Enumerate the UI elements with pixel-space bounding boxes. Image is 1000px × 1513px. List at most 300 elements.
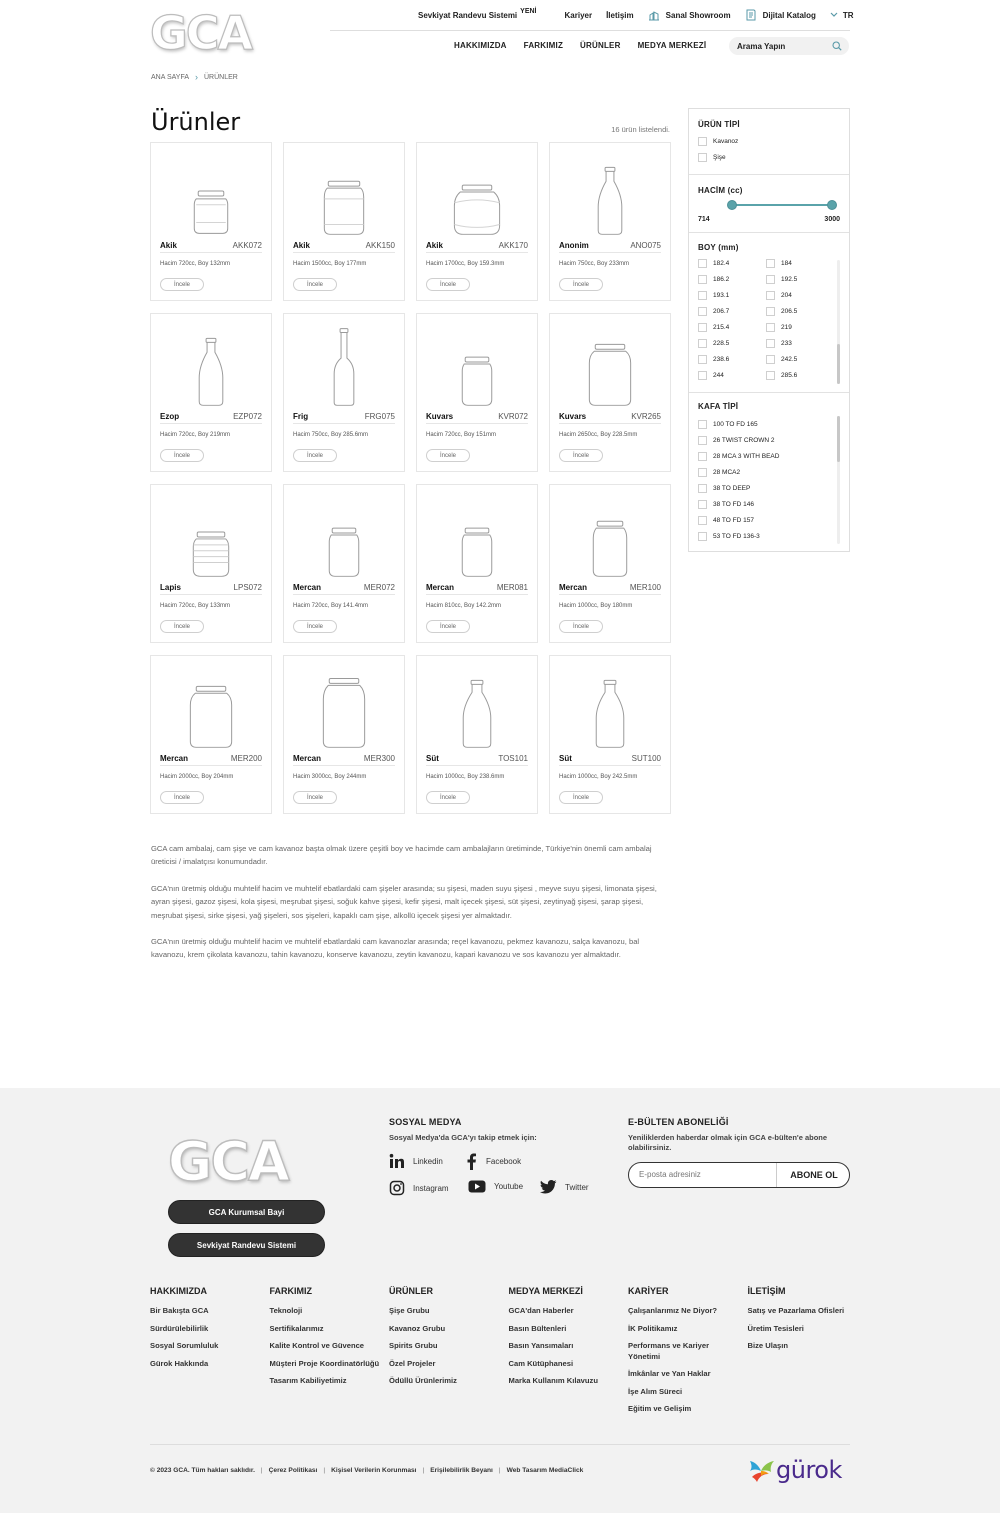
product-card[interactable] bbox=[416, 484, 538, 643]
option-label: 38 TO DEEP bbox=[713, 485, 751, 492]
option-label: 28 MCA 3 WITH BEAD bbox=[713, 453, 780, 460]
footer-link[interactable]: Eğitim ve Gelişim bbox=[628, 1404, 692, 1413]
footer-link[interactable]: Sosyal Sorumluluk bbox=[150, 1341, 219, 1350]
option-label: 206.5 bbox=[781, 308, 798, 315]
view-product-button[interactable]: İncele bbox=[293, 620, 337, 633]
new-badge: YENİ bbox=[520, 7, 537, 15]
filter-option[interactable] bbox=[766, 291, 792, 300]
filter-option[interactable] bbox=[766, 371, 797, 380]
filter-head-type bbox=[689, 393, 849, 551]
filter-option[interactable] bbox=[698, 291, 729, 300]
footer-link[interactable]: Teknoloji bbox=[269, 1306, 303, 1315]
filter-title: HACİM (cc) bbox=[698, 186, 743, 195]
footer bbox=[0, 1088, 1000, 1513]
nav-difference[interactable]: FARKIMIZ bbox=[523, 41, 564, 50]
footer-link[interactable]: Satış ve Pazarlama Ofisleri bbox=[747, 1306, 845, 1315]
checkbox[interactable] bbox=[698, 307, 707, 316]
filter-height bbox=[689, 233, 849, 393]
footer-logo[interactable]: GCA bbox=[168, 1130, 288, 1193]
product-spec: Hacim 1000cc, Boy 242.5mm bbox=[559, 774, 638, 780]
product-image[interactable] bbox=[417, 314, 537, 414]
footer-link[interactable]: Cam Kütüphanesi bbox=[508, 1358, 574, 1368]
volume-max-handle[interactable] bbox=[827, 200, 837, 210]
footer-link[interactable]: Müşteri Proje Koordinatörlüğü bbox=[269, 1358, 380, 1368]
footer-link[interactable]: İşe Alım Süreci bbox=[628, 1386, 683, 1396]
divider bbox=[160, 252, 262, 253]
product-name: Akik bbox=[426, 241, 443, 250]
view-product-button[interactable]: İncele bbox=[160, 278, 204, 291]
footer-column bbox=[748, 1286, 858, 1359]
option-label: 244 bbox=[713, 372, 724, 379]
option-label: 182.4 bbox=[713, 260, 730, 267]
view-product-button[interactable]: İncele bbox=[559, 278, 603, 291]
footer-link[interactable]: Bir Bakışta GCA bbox=[150, 1306, 209, 1315]
newsletter-subtitle: Yeniliklerden haberdar olmak için GCA e-bülten'e abone olabilirsiniz. bbox=[628, 1133, 828, 1152]
footer-link[interactable]: Şişe Grubu bbox=[389, 1306, 430, 1315]
option-label: 233 bbox=[781, 340, 792, 347]
footer-column-title: MEDYA MERKEZİ bbox=[508, 1286, 583, 1296]
product-name: Kuvars bbox=[426, 412, 454, 421]
volume-min-value: 714 bbox=[698, 216, 710, 223]
filter-option[interactable] bbox=[698, 468, 740, 477]
checkbox[interactable] bbox=[698, 420, 707, 429]
checkbox[interactable] bbox=[698, 500, 707, 509]
product-name: Mercan bbox=[160, 754, 189, 763]
product-image[interactable] bbox=[417, 485, 537, 585]
social-label: Facebook bbox=[486, 1157, 522, 1166]
product-spec: Hacim 750cc, Boy 285.6mm bbox=[293, 432, 369, 438]
filter-option[interactable] bbox=[766, 355, 797, 364]
view-product-button[interactable]: İncele bbox=[559, 791, 603, 804]
filter-option[interactable] bbox=[698, 371, 724, 380]
product-code: SUT100 bbox=[631, 754, 661, 763]
separator: | bbox=[260, 1467, 263, 1474]
product-code: AKK072 bbox=[232, 241, 262, 250]
filter-option[interactable] bbox=[698, 153, 726, 162]
product-image[interactable] bbox=[284, 143, 404, 243]
view-product-button[interactable]: İncele bbox=[160, 449, 204, 462]
checkbox[interactable] bbox=[698, 468, 707, 477]
option-label: 48 TO FD 157 bbox=[713, 517, 754, 524]
description-paragraph: GCA cam ambalaj, cam şişe ve cam kavanoz başta olmak üzere çeşitli boy ve hacimde cam ambalajların üretiminde, Türkiye'nin önemli cam ambalaj üreticisi / imalatçısı konumundadır. bbox=[151, 844, 652, 867]
footer-column-title: HAKKIMIZDA bbox=[150, 1286, 207, 1296]
product-image[interactable] bbox=[151, 485, 271, 585]
youtube-link[interactable] bbox=[468, 1180, 523, 1193]
option-label: 285.6 bbox=[781, 372, 798, 379]
product-card[interactable] bbox=[150, 655, 272, 814]
product-name: Akik bbox=[293, 241, 310, 250]
checkbox[interactable] bbox=[698, 516, 707, 525]
option-label: 238.6 bbox=[713, 356, 730, 363]
product-card[interactable] bbox=[150, 484, 272, 643]
product-card[interactable] bbox=[150, 313, 272, 472]
volume-range-track bbox=[732, 204, 832, 206]
footer-link[interactable]: Çalışanlarımız Ne Diyor? bbox=[628, 1306, 718, 1315]
youtube-icon bbox=[468, 1180, 486, 1193]
view-product-button[interactable]: İncele bbox=[160, 791, 204, 804]
scrollbar[interactable] bbox=[837, 416, 840, 544]
nav-products[interactable]: ÜRÜNLER bbox=[580, 41, 621, 50]
description-paragraph: GCA'nın üretmiş olduğu muhtelif hacim ve muhtelif ebatlardaki cam kavanozlar arasında; reçel kavanozu, pekmez kavanozu, salça kavanozu, bal kavanozu, krem çikolata kavanozu, tahin kavanozu, konserve kavanozu, zeytin kavanozu, kapari kavanozu ve sos kavanozu yer almaktadır. bbox=[151, 937, 640, 960]
language-label: TR bbox=[842, 10, 854, 20]
filter-option[interactable] bbox=[698, 323, 729, 332]
showroom-icon bbox=[648, 9, 660, 21]
product-code: LPS072 bbox=[233, 583, 262, 592]
product-image[interactable] bbox=[284, 485, 404, 585]
checkbox[interactable] bbox=[698, 323, 707, 332]
checkbox[interactable] bbox=[698, 339, 707, 348]
breadcrumb bbox=[151, 72, 238, 82]
product-card[interactable] bbox=[416, 655, 538, 814]
checkbox[interactable] bbox=[766, 307, 775, 316]
product-spec: Hacim 1000cc, Boy 238.6mm bbox=[426, 774, 505, 780]
checkbox[interactable] bbox=[698, 355, 707, 364]
view-product-button[interactable]: İncele bbox=[559, 620, 603, 633]
footer-link[interactable]: GCA'dan Haberler bbox=[508, 1306, 574, 1315]
search-box bbox=[729, 37, 849, 55]
divider bbox=[426, 252, 528, 253]
social-subtitle: Sosyal Medya'da GCA'yı takip etmek için: bbox=[389, 1133, 537, 1142]
product-name: Anonim bbox=[559, 241, 589, 250]
footer-column-title: ÜRÜNLER bbox=[389, 1286, 433, 1296]
view-product-button[interactable]: İncele bbox=[426, 620, 470, 633]
main-nav bbox=[454, 41, 706, 50]
breadcrumb-home[interactable]: ANA SAYFA bbox=[151, 73, 189, 81]
checkbox[interactable] bbox=[766, 323, 775, 332]
link-label: Dijital Katalog bbox=[762, 10, 816, 20]
filter-option[interactable] bbox=[698, 484, 750, 493]
checkbox[interactable] bbox=[766, 275, 775, 284]
divider bbox=[160, 765, 262, 766]
footer-link[interactable]: Tasarım Kabiliyetimiz bbox=[269, 1376, 347, 1385]
product-code: EZP072 bbox=[233, 412, 262, 421]
cookie-policy-link[interactable]: Çerez Politikası bbox=[268, 1467, 318, 1474]
filter-option[interactable] bbox=[766, 339, 792, 348]
volume-min-handle[interactable] bbox=[727, 200, 737, 210]
product-spec: Hacim 2000cc, Boy 204mm bbox=[160, 774, 234, 780]
product-card[interactable] bbox=[283, 142, 405, 301]
option-label: 28 MCA2 bbox=[713, 469, 741, 476]
subscribe-button[interactable]: ABONE OL bbox=[779, 1163, 849, 1187]
instagram-icon bbox=[389, 1180, 405, 1196]
filter-option[interactable] bbox=[698, 339, 729, 348]
product-name: Lapis bbox=[160, 583, 181, 592]
checkbox[interactable] bbox=[766, 371, 775, 380]
product-card[interactable] bbox=[549, 484, 671, 643]
footer-link[interactable]: Kavanoz Grubu bbox=[389, 1323, 446, 1333]
newsletter-title: E-BÜLTEN ABONELİĞİ bbox=[628, 1117, 729, 1127]
option-label: 100 TO FD 165 bbox=[713, 421, 758, 428]
accessibility-link[interactable]: Erişilebilirlik Beyanı bbox=[430, 1467, 493, 1474]
checkbox[interactable] bbox=[766, 339, 775, 348]
footer-link[interactable]: Bize Ulaşın bbox=[747, 1341, 789, 1350]
checkbox[interactable] bbox=[698, 259, 707, 268]
checkbox[interactable] bbox=[766, 259, 775, 268]
product-spec: Hacim 750cc, Boy 233mm bbox=[559, 261, 630, 267]
separator: | bbox=[323, 1467, 326, 1474]
checkbox[interactable] bbox=[698, 484, 707, 493]
filter-option[interactable] bbox=[698, 516, 754, 525]
option-label: 26 TWIST CROWN 2 bbox=[713, 437, 775, 444]
footer-link[interactable]: Spirits Grubu bbox=[389, 1341, 438, 1350]
product-spec: Hacim 1500cc, Boy 177mm bbox=[293, 261, 367, 267]
footer-link[interactable]: Özel Projeler bbox=[389, 1358, 436, 1368]
product-name: Süt bbox=[559, 754, 572, 763]
facebook-icon bbox=[464, 1153, 478, 1170]
product-name: Frig bbox=[293, 412, 309, 421]
product-card[interactable] bbox=[549, 313, 671, 472]
view-product-button[interactable]: İncele bbox=[160, 620, 204, 633]
footer-divider bbox=[150, 1444, 850, 1445]
option-label: 38 TO FD 146 bbox=[713, 501, 754, 508]
description-paragraph: GCA'nın üretmiş olduğu muhtelif hacim ve muhtelif ebatlardaki cam şişeler arasında; su şişesi, maden suyu şişesi , meyve suyu şişesi, limonata şişesi, ayran şişesi, gazoz şişesi, kola şişesi, meşrubat şişesi, soğuk kahve şişesi, kefir şişesi, malt içecek şişesi, süt şişesi, zeytinyağ şişesi, şarap şişesi, meşrubat şişesi, sirke şişesi, yağ şişeleri, sos şişeleri, kapaklı cam şişe, alkollü içecek şişesi yer almaktadır. bbox=[151, 883, 657, 920]
footer-link[interactable]: Ödüllü Ürünlerimiz bbox=[389, 1376, 457, 1385]
footer-link[interactable]: Marka Kullanım Kılavuzu bbox=[508, 1376, 598, 1385]
link-label: İletişim bbox=[606, 10, 634, 20]
divider bbox=[559, 423, 661, 424]
view-product-button[interactable]: İncele bbox=[293, 449, 337, 462]
product-card[interactable] bbox=[549, 655, 671, 814]
product-image[interactable] bbox=[550, 314, 670, 414]
separator: | bbox=[422, 1467, 425, 1474]
product-card[interactable] bbox=[416, 313, 538, 472]
social-label: Linkedin bbox=[413, 1156, 443, 1166]
language-selector[interactable] bbox=[830, 11, 854, 20]
view-product-button[interactable]: İncele bbox=[559, 449, 603, 462]
checkbox[interactable] bbox=[766, 355, 775, 364]
product-image[interactable] bbox=[284, 314, 404, 414]
product-spec: Hacim 3000cc, Boy 244mm bbox=[293, 774, 367, 780]
digital-catalog-link[interactable] bbox=[745, 9, 816, 21]
checkbox[interactable] bbox=[698, 275, 707, 284]
footer-link[interactable]: İK Politikamız bbox=[628, 1323, 678, 1333]
agency-link[interactable]: Web Tasarım MediaClick bbox=[506, 1467, 584, 1474]
footer-link[interactable]: Sürdürülebilirlik bbox=[150, 1323, 209, 1333]
option-label: 206.7 bbox=[713, 308, 730, 315]
nav-about[interactable]: HAKKIMIZDA bbox=[454, 41, 507, 50]
product-count: 16 ürün listelendi. bbox=[611, 125, 670, 134]
checkbox[interactable] bbox=[698, 532, 707, 541]
newsletter-email-input[interactable] bbox=[639, 1170, 769, 1179]
kvkk-link[interactable]: Kişisel Verilerin Korunması bbox=[331, 1467, 417, 1474]
option-label: 192.5 bbox=[781, 276, 798, 283]
option-label: 204 bbox=[781, 292, 792, 299]
option-label: 215.4 bbox=[713, 324, 730, 331]
newsletter-form bbox=[628, 1162, 850, 1188]
footer-column bbox=[270, 1286, 380, 1394]
filter-option[interactable] bbox=[766, 275, 797, 284]
instagram-link[interactable] bbox=[389, 1180, 449, 1196]
filter-option[interactable] bbox=[766, 259, 792, 268]
product-code: FRG075 bbox=[364, 412, 395, 421]
product-spec: Hacim 720cc, Boy 132mm bbox=[160, 261, 231, 267]
filter-title: ÜRÜN TİPİ bbox=[698, 120, 740, 129]
product-code: MER300 bbox=[363, 754, 395, 763]
option-label: 53 TO FD 136-3 bbox=[713, 533, 760, 540]
product-code: TOS101 bbox=[498, 754, 528, 763]
footer-link[interactable]: Üretim Tesisleri bbox=[747, 1323, 804, 1333]
option-label: Şişe bbox=[713, 154, 726, 161]
product-image[interactable] bbox=[151, 656, 271, 756]
product-spec: Hacim 720cc, Boy 219mm bbox=[160, 432, 231, 438]
divider bbox=[776, 1163, 777, 1187]
product-card[interactable] bbox=[283, 655, 405, 814]
footer-link[interactable]: Basın Yansımaları bbox=[508, 1341, 574, 1350]
linkedin-link[interactable] bbox=[389, 1153, 443, 1169]
logo-text: GCA bbox=[150, 6, 252, 60]
divider bbox=[426, 765, 528, 766]
checkbox[interactable] bbox=[698, 436, 707, 445]
product-name: Süt bbox=[426, 754, 439, 763]
filter-panel bbox=[688, 108, 850, 552]
view-product-button[interactable]: İncele bbox=[293, 791, 337, 804]
option-label: 193.1 bbox=[713, 292, 730, 299]
product-image[interactable] bbox=[151, 314, 271, 414]
social-label: Youtube bbox=[494, 1182, 524, 1191]
virtual-showroom-link[interactable] bbox=[648, 9, 731, 21]
view-product-button[interactable]: İncele bbox=[426, 278, 470, 291]
checkbox[interactable] bbox=[698, 371, 707, 380]
product-spec: Hacim 1000cc, Boy 180mm bbox=[559, 603, 633, 609]
shipment-appointment-button[interactable]: Sevkiyat Randevu Sistemi bbox=[168, 1233, 325, 1257]
footer-link[interactable]: İmkânlar ve Yan Haklar bbox=[628, 1369, 711, 1378]
social-label: Twitter bbox=[565, 1182, 589, 1192]
volume-max-value: 3000 bbox=[824, 216, 840, 223]
checkbox[interactable] bbox=[698, 153, 707, 162]
product-spec: Hacim 810cc, Boy 142.2mm bbox=[426, 603, 502, 609]
search-input[interactable] bbox=[737, 42, 827, 51]
filter-type bbox=[689, 109, 849, 175]
product-name: Akik bbox=[160, 241, 177, 250]
top-links bbox=[418, 8, 854, 22]
footer-column bbox=[628, 1286, 738, 1422]
twitter-link[interactable] bbox=[540, 1180, 589, 1194]
product-code: AKK170 bbox=[498, 241, 528, 250]
filter-option[interactable] bbox=[698, 275, 729, 284]
checkbox[interactable] bbox=[698, 137, 707, 146]
product-image[interactable] bbox=[417, 656, 537, 756]
product-spec: Hacim 720cc, Boy 133mm bbox=[160, 603, 231, 609]
option-label: Kavanoz bbox=[713, 138, 739, 145]
link-label: Sanal Showroom bbox=[665, 10, 731, 20]
career-link[interactable] bbox=[565, 11, 593, 20]
product-image[interactable] bbox=[550, 656, 670, 756]
checkbox[interactable] bbox=[698, 452, 707, 461]
footer-column bbox=[389, 1286, 499, 1394]
filter-volume bbox=[689, 175, 849, 233]
divider bbox=[426, 423, 528, 424]
link-label: Kariyer bbox=[564, 10, 593, 20]
checkbox[interactable] bbox=[766, 291, 775, 300]
filter-option[interactable] bbox=[698, 420, 758, 429]
chevron-down-icon bbox=[830, 12, 838, 18]
filter-option[interactable] bbox=[698, 307, 729, 316]
corporate-dealer-button[interactable]: GCA Kurumsal Bayi bbox=[168, 1200, 325, 1224]
filter-title: KAFA TİPİ bbox=[698, 402, 739, 411]
scrollbar[interactable] bbox=[837, 260, 840, 384]
linkedin-icon bbox=[389, 1153, 405, 1169]
view-product-button[interactable]: İncele bbox=[293, 278, 337, 291]
product-code: KVR072 bbox=[498, 412, 528, 421]
checkbox[interactable] bbox=[698, 291, 707, 300]
product-card[interactable] bbox=[416, 142, 538, 301]
divider bbox=[293, 252, 395, 253]
product-image[interactable] bbox=[550, 143, 670, 243]
filter-option[interactable] bbox=[698, 355, 729, 364]
divider bbox=[293, 594, 395, 595]
search-icon[interactable] bbox=[832, 41, 842, 51]
gca-logo[interactable] bbox=[150, 6, 254, 60]
social-label: Instagram bbox=[413, 1183, 449, 1193]
divider bbox=[559, 765, 661, 766]
product-image[interactable] bbox=[151, 143, 271, 243]
product-card[interactable] bbox=[549, 142, 671, 301]
footer-column-title: İLETİŞİM bbox=[747, 1286, 786, 1296]
legal-bar bbox=[150, 1467, 583, 1474]
divider bbox=[160, 423, 262, 424]
footer-link[interactable]: Kalite Kontrol ve Güvence bbox=[269, 1341, 365, 1350]
filter-option[interactable] bbox=[698, 452, 779, 461]
option-label: 186.2 bbox=[713, 276, 730, 283]
view-product-button[interactable]: İncele bbox=[426, 791, 470, 804]
filter-option[interactable] bbox=[698, 137, 738, 146]
contact-link[interactable] bbox=[606, 11, 634, 20]
footer-column bbox=[509, 1286, 619, 1394]
product-card[interactable] bbox=[283, 313, 405, 472]
filter-option[interactable] bbox=[698, 532, 760, 541]
product-spec: Hacim 2650cc, Boy 228.5mm bbox=[559, 432, 638, 438]
product-card[interactable] bbox=[283, 484, 405, 643]
product-code: AKK150 bbox=[365, 241, 395, 250]
product-name: Kuvars bbox=[559, 412, 587, 421]
product-image[interactable] bbox=[417, 143, 537, 243]
shipment-appointment-link[interactable] bbox=[418, 7, 537, 20]
view-product-button[interactable]: İncele bbox=[426, 449, 470, 462]
filter-option[interactable] bbox=[766, 323, 792, 332]
footer-column-title: KARİYER bbox=[628, 1286, 669, 1296]
product-spec: Hacim 720cc, Boy 151mm bbox=[426, 432, 497, 438]
option-label: 242.5 bbox=[781, 356, 798, 363]
footer-column-title: FARKIMIZ bbox=[269, 1286, 312, 1296]
footer-link[interactable]: Performans ve Kariyer Yönetimi bbox=[628, 1341, 710, 1361]
gurok-logo[interactable] bbox=[748, 1456, 842, 1484]
footer-link[interactable]: Basın Bültenleri bbox=[508, 1323, 567, 1333]
product-image[interactable] bbox=[550, 485, 670, 585]
product-spec: Hacim 1700cc, Boy 159.3mm bbox=[426, 261, 505, 267]
divider bbox=[559, 594, 661, 595]
filter-option[interactable] bbox=[698, 259, 729, 268]
product-card[interactable] bbox=[150, 142, 272, 301]
option-label: 228.5 bbox=[713, 340, 730, 347]
copyright: © 2023 GCA. Tüm hakları saklıdır. bbox=[150, 1467, 255, 1474]
filter-option[interactable] bbox=[698, 500, 754, 509]
nav-media-center[interactable]: MEDYA MERKEZİ bbox=[637, 41, 707, 50]
divider bbox=[160, 594, 262, 595]
gurok-bird-icon bbox=[748, 1457, 776, 1483]
separator: | bbox=[498, 1467, 501, 1474]
facebook-link[interactable] bbox=[464, 1153, 521, 1170]
divider bbox=[293, 423, 395, 424]
product-image[interactable] bbox=[284, 656, 404, 756]
product-name: Mercan bbox=[426, 583, 455, 592]
filter-option[interactable] bbox=[766, 307, 797, 316]
filter-option[interactable] bbox=[698, 436, 775, 445]
filter-title: BOY (mm) bbox=[698, 243, 739, 252]
footer-link[interactable]: Sertifikalarımız bbox=[269, 1323, 324, 1333]
product-code: MER081 bbox=[496, 583, 528, 592]
footer-link[interactable]: Gürok Hakkında bbox=[150, 1358, 209, 1368]
page-title: Ürünler bbox=[151, 108, 241, 136]
